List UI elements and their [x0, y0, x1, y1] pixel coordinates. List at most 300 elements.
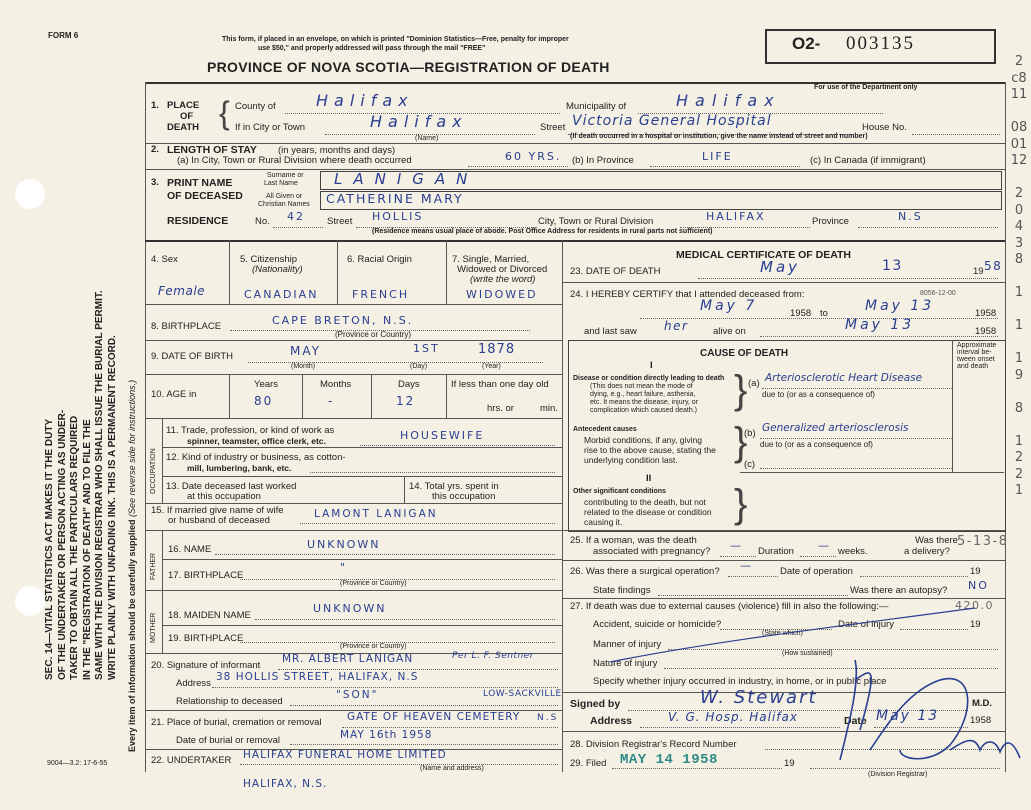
trade-line [360, 445, 555, 446]
residence-label: RESIDENCE [167, 215, 229, 227]
county-label: County of [235, 101, 276, 112]
alive-line [760, 336, 998, 337]
cause-b-label: (b) [744, 428, 756, 439]
accident-label: Accident, suicide or homicide? [593, 619, 722, 630]
print-code: 9004—3.2: 17-6-55 [47, 760, 108, 767]
q27-label: 27. If death was due to external causes (violence) fill in also the following:— [570, 601, 889, 612]
cause-title: CAUSE OF DEATH [700, 348, 789, 359]
q25-line [720, 556, 756, 557]
stay-a-line [468, 166, 568, 167]
other-label-2: contributing to the death, but not [584, 497, 706, 507]
department-use-note: For use of the Department only [814, 84, 918, 91]
stay-label: LENGTH OF STAY [167, 144, 257, 156]
name-note: (Name) [415, 135, 439, 142]
right-code: c8 [1011, 70, 1027, 86]
sex-value: Female [158, 284, 206, 298]
stay-label-note: (in years, months and days) [278, 145, 396, 156]
cause-c-line [760, 468, 952, 469]
residence-city-label: City, Town or Rural Division [538, 216, 654, 227]
mail-notice-2: use $50," and properly addressed will pass through the mail "FREE" [258, 45, 486, 52]
q26-line [728, 576, 778, 577]
informant-sig: MR. ALBERT LANIGAN [282, 653, 414, 665]
mother-name: UNKNOWN [313, 602, 387, 615]
father-birthplace: " [340, 561, 348, 574]
attended-from: May 7 [700, 298, 758, 314]
sig-date-year: 1958 [970, 715, 992, 726]
right-code: 1 [1014, 318, 1024, 333]
residence-province-label: Province [812, 216, 849, 227]
undertaker-address: HALIFAX, N.S. [243, 778, 328, 790]
right-code: 01 [1010, 136, 1028, 152]
dod-year: 58 [984, 259, 1003, 273]
days-label: Days [398, 379, 420, 390]
q25-label-1: 25. If a woman, was the death [570, 535, 697, 546]
surname-label-2: Last Name [264, 180, 298, 187]
op-date-line [860, 576, 968, 577]
of-deceased-label: OF DECEASED [167, 190, 243, 202]
cause-a-value: Arteriosclerotic Heart Disease [765, 372, 923, 384]
marital-label-2: Widowed or Divorced [457, 264, 548, 275]
age-col-2 [302, 374, 303, 418]
immediate-label-5: complication which caused death.) [590, 407, 698, 414]
q25-value: — [730, 539, 743, 552]
rule-3 [145, 240, 1005, 242]
other-label-3: related to the disease or condition [584, 507, 712, 517]
county-value: Halifax [316, 91, 414, 110]
right-code: 2 [1014, 450, 1024, 465]
year-note: (Year) [482, 363, 501, 370]
duration-label: Duration [758, 546, 794, 557]
right-code: 08 [1010, 120, 1028, 135]
surname-value: LANIGAN [334, 170, 479, 188]
stay-c-label: (c) In Canada (if immigrant) [810, 155, 926, 166]
dod-line [698, 278, 998, 279]
hospital-note: (If death occurred in a hospital or institution, give the name instead of street and number) [570, 133, 868, 140]
mail-notice-1: This form, if placed in an envelope, on which is printed "Dominion Statistics—Free, penalty for improper [222, 36, 569, 43]
op-date-prefix: 19 [970, 566, 981, 577]
med-rule-4 [562, 598, 1005, 599]
burial-date-line [290, 744, 558, 745]
trade-value: HOUSEWIFE [400, 429, 485, 442]
place-label: PLACE [167, 100, 200, 111]
father-birthplace-label: 17. BIRTHPLACE [168, 570, 244, 581]
rule-13 [145, 590, 562, 591]
right-code [1008, 269, 1030, 286]
occupation-col [162, 418, 163, 503]
sig-date-value: May 13 [876, 708, 940, 724]
dob-day: 1ST [413, 342, 440, 355]
alive-on-value: May 13 [845, 317, 915, 333]
instruction-note: Every item of information should be carefully supplied (See reverse side for instructions.) [127, 379, 137, 752]
relationship-line [290, 705, 558, 706]
relationship-extra: LOW-SACKVILLE [483, 689, 562, 699]
residence-note: (Residence means usual place of abode. Post Office Address for residents in rural parts not sufficient) [372, 228, 713, 235]
q25-note: 5-13-8 [957, 534, 1009, 549]
total-years-label-2: this occupation [432, 491, 496, 502]
residence-no: 42 [287, 210, 305, 223]
immediate-label-1: Disease or condition directly leading to death [573, 375, 725, 382]
spouse-label-1: 15. If married give name of wife [151, 505, 284, 516]
birthplace-label: 8. BIRTHPLACE [151, 321, 222, 332]
undertaker-note: (Name and address) [420, 765, 484, 772]
residence-city: HALIFAX [706, 210, 766, 223]
last-worked-label-2: at this occupation [187, 491, 261, 502]
years-label: Years [254, 379, 278, 390]
last-saw-value: her [664, 319, 689, 333]
burial-date-label: Date of burial or removal [176, 735, 281, 746]
right-code: 8 [1014, 400, 1024, 416]
residence-no-line [273, 227, 323, 228]
father-name: UNKNOWN [307, 538, 381, 551]
age-years: 80 [254, 394, 274, 408]
cause-c-label: (c) [744, 459, 756, 470]
right-code: 0 [1014, 202, 1024, 218]
how-sustained-note: (How sustained) [782, 650, 833, 657]
form-top-rule [145, 82, 1005, 84]
informant-address: 38 HOLLIS STREET, HALIFAX, N.S [216, 671, 419, 683]
alive-year: 1958 [975, 326, 997, 337]
informant-address-label: Address [176, 678, 211, 689]
residence-province: N.S [898, 210, 923, 223]
day-note: (Day) [410, 363, 428, 370]
rule-11 [145, 530, 562, 531]
undertaker-line [240, 764, 558, 765]
manner-label: Manner of injury [593, 639, 662, 650]
specify-label: Specify whether injury occurred in industry, in home, or in public place [593, 676, 887, 687]
burial-place-line [342, 727, 558, 728]
birthplace-note: (Province or Country) [335, 330, 412, 339]
med-rule-1 [562, 282, 1005, 283]
mother-birthplace-label: 19. BIRTHPLACE [168, 633, 244, 644]
antecedent-label-2: Morbid conditions, if any, giving [584, 435, 702, 445]
interval-note-3: tween onset [957, 356, 995, 363]
racial-value: FRENCH [352, 288, 410, 301]
brace-4: } [734, 482, 748, 526]
given-label-2: Christian Names [258, 201, 310, 208]
father-name-line [215, 554, 555, 555]
right-code: 2 [1014, 54, 1024, 69]
antecedent-label-1: Antecedent causes [573, 426, 637, 433]
alive-label: alive on [713, 326, 746, 337]
cause-a-note: due to (or as a consequence of) [762, 390, 875, 399]
industry-label-1: 12. Kind of industry or business, as cotton- [166, 452, 346, 463]
age-label: 10. AGE in [151, 389, 197, 400]
right-code: 3 [1014, 235, 1024, 251]
house-label: House No. [862, 122, 907, 133]
sig-address-value: V. G. Hosp. Halifax [668, 710, 798, 724]
right-code [1008, 384, 1030, 401]
industry-label-2: mill, lumbering, bank, etc. [187, 463, 292, 473]
medical-title: MEDICAL CERTIFICATE OF DEATH [676, 249, 851, 261]
burial-place: GATE OF HEAVEN CEMETERY [347, 711, 521, 723]
delivery-label-1: Was there [915, 535, 958, 546]
city-value: Halifax [370, 112, 468, 131]
death-label: DEATH [167, 122, 200, 133]
occupation-split [404, 476, 405, 503]
col-rule-5 [337, 240, 338, 304]
md-label: M.D. [972, 698, 993, 709]
house-line [912, 134, 1000, 135]
right-code: 1 [1014, 483, 1024, 498]
marital-label-3: (write the word) [470, 274, 536, 285]
interval-note-4: and death [957, 363, 989, 370]
right-code [1008, 104, 1030, 121]
to-label: to [820, 308, 828, 319]
vital-statistics-notice: SEC. 14—VITAL STATISTICS ACT MAKES IT THE DUTY OF THE UNDERTAKER OR PERSON ACTING AS UNDER- TAKER TO OBTAIN ALL THE PARTICULARS REQUIRED IN THE "REGISTRATION OF DEATH" AND TO FILE THE SAME WITH THE DIVISION REGISTRAR WHO SHALL ISSUE THE BURIAL PERMIT. WRITE PLAINLY WITH UNFADING INK. THIS IS A PERMANENT RECORD. [44, 290, 118, 680]
antecedent-label-4: underlying condition last. [584, 455, 678, 465]
surname-label-1: Surname or [267, 172, 304, 179]
immediate-label-3: dying, e.g., heart failure, asthenia, [590, 391, 696, 398]
spouse-line [300, 523, 555, 524]
trade-label-2: spinner, teamster, office clerk, etc. [187, 436, 326, 446]
father-col [162, 530, 163, 590]
part-1: I [650, 360, 653, 371]
right-codes [1008, 54, 1030, 500]
punch-hole-top [15, 179, 45, 209]
age-col-4 [446, 374, 447, 418]
cause-a-label: (a) [748, 378, 760, 389]
brace-1: { [219, 95, 230, 131]
q27-note: 420.0 [955, 599, 994, 612]
informant-sig-line [278, 669, 558, 670]
other-label-4: causing it. [584, 517, 623, 527]
stay-b-line [650, 166, 800, 167]
residence-street-label: Street [327, 216, 353, 227]
col-rule-4 [229, 240, 230, 304]
rule-14 [162, 625, 562, 626]
undertaker-label: 22. UNDERTAKER [151, 755, 232, 766]
min-label: min. [540, 403, 558, 414]
punch-hole-bottom [15, 586, 45, 616]
attended-from-year: 1958 [790, 308, 812, 319]
mother-note: (Province or Country) [340, 643, 407, 650]
form-title: PROVINCE OF NOVA SCOTIA—REGISTRATION OF DEATH [207, 59, 610, 75]
municipality-label: Municipality of [566, 101, 627, 112]
age-days: 12 [396, 394, 416, 408]
duration-value: — [818, 539, 831, 552]
last-worked-label-1: 13. Date deceased last worked [166, 481, 297, 492]
right-code [1008, 335, 1030, 352]
right-code: 12 [1010, 153, 1028, 168]
registration-prefix: O2- [792, 34, 821, 53]
attended-to: May 13 [865, 298, 935, 314]
informant-sig-label: 20. Signature of informant [151, 660, 261, 671]
part-2: II [646, 473, 652, 484]
sex-label: 4. Sex [151, 254, 178, 265]
spouse-value: LAMONT LANIGAN [314, 508, 438, 520]
last-saw-label: and last saw [584, 326, 637, 337]
med-rule-2 [562, 530, 1005, 531]
interval-note-1: Approximate [957, 342, 997, 349]
stay-b-label: (b) In Province [572, 155, 634, 166]
rule-12 [162, 559, 562, 560]
rule-9 [162, 476, 562, 477]
months-label: Months [320, 379, 352, 390]
informant-address-line [212, 687, 558, 688]
q26-label: 26. Was there a surgical operation? [570, 566, 720, 577]
attended-line [640, 318, 998, 319]
total-years-label-1: 14. Total yrs. spent in [409, 481, 499, 492]
relationship-label: Relationship to deceased [176, 696, 283, 707]
pen-stroke [600, 600, 980, 670]
month-note: (Month) [291, 363, 316, 370]
right-code [1008, 302, 1030, 319]
registrar-note: (Division Registrar) [868, 771, 928, 778]
residence-street: HOLLIS [372, 210, 424, 223]
mother-col [162, 590, 163, 653]
father-name-label: 16. NAME [168, 544, 212, 555]
autopsy-value: NO [968, 579, 989, 592]
dod-label: 23. DATE OF DEATH [570, 266, 661, 277]
street-value: Victoria General Hospital [572, 113, 772, 129]
col-rule-6 [446, 240, 447, 304]
place-of-death-num: 1. [151, 100, 159, 111]
stay-a-value: 60 YRS. [505, 150, 562, 163]
right-code [1008, 417, 1030, 434]
stay-b-value: LIFE [702, 150, 733, 163]
right-code: 1 [1014, 285, 1024, 300]
right-code: 11 [1010, 87, 1028, 102]
given-label-1: All Given or [266, 193, 303, 200]
cause-a-line [762, 388, 952, 389]
trade-label-1: 11. Trade, profession, or kind of work as [166, 425, 335, 436]
dob-month: MAY [290, 344, 321, 358]
right-note: 8056-12-00 [920, 290, 956, 297]
rule-5 [145, 340, 562, 341]
cause-b-line [760, 438, 952, 439]
cause-interval-col [952, 340, 953, 472]
relationship-value: "SON" [336, 689, 379, 701]
op-date-label: Date of operation [780, 566, 853, 577]
right-code: 8 [1014, 252, 1024, 267]
weeks-label: weeks. [838, 546, 868, 557]
right-code [1008, 170, 1030, 187]
right-code: 1 [1014, 351, 1024, 366]
stay-num: 2. [151, 144, 159, 155]
given-value: CATHERINE MARY [326, 191, 464, 206]
marital-value: WIDOWED [466, 288, 538, 301]
mother-name-label: 18. MAIDEN NAME [168, 610, 251, 621]
filed-stamp: MAY 14 1958 [620, 752, 718, 768]
racial-label: 6. Racial Origin [347, 254, 412, 265]
undertaker-name: HALIFAX FUNERAL HOME LIMITED [243, 749, 447, 761]
cause-interval-rule [740, 472, 1004, 473]
industry-line [310, 472, 555, 473]
dob-label: 9. DATE OF BIRTH [151, 351, 233, 362]
cause-b-value: Generalized arteriosclerosis [762, 422, 909, 434]
print-name-label: PRINT NAME [167, 177, 233, 189]
city-label: If in City or Town [235, 122, 306, 133]
state-findings-label: State findings [593, 585, 651, 596]
duration-line [800, 556, 836, 557]
of-label: OF [180, 111, 194, 122]
form-left-rule [145, 82, 146, 772]
antecedent-label-3: rise to the above cause, stating the [584, 445, 716, 455]
delivery-label-2: a delivery? [904, 546, 950, 557]
right-code: 4 [1014, 219, 1024, 234]
hrs-label: hrs. or [487, 403, 514, 414]
sig-address-label: Address [590, 715, 633, 727]
nature-label: Nature of injury [593, 658, 658, 669]
marital-label-1: 7. Single, Married, [452, 254, 530, 265]
father-side-label: FATHER [150, 552, 157, 580]
age-col-3 [371, 374, 372, 418]
sig-date-label: Date [844, 715, 867, 727]
rule-10 [145, 503, 562, 504]
occupation-side-label: OCCUPATION [150, 448, 157, 494]
stay-a-label: (a) In City, Town or Rural Division where death occurred [177, 155, 412, 166]
under-day-label: If less than one day old [451, 379, 549, 390]
burial-place-extra: N.S [537, 713, 559, 723]
autopsy-label: Was there an autopsy? [850, 585, 948, 596]
age-months: - [328, 394, 335, 408]
residence-province-line [858, 227, 998, 228]
right-code: 2 [1014, 186, 1024, 201]
citizenship-label-2: (Nationality) [252, 264, 303, 275]
informant-sig-extra: Per L. F. Sentner [452, 651, 534, 661]
form-number: FORM 6 [48, 31, 79, 40]
signed-value: W. Stewart [700, 687, 818, 708]
burial-place-label: 21. Place of burial, cremation or removal [151, 717, 322, 728]
state-findings-line [658, 595, 848, 596]
mother-name-line [255, 619, 555, 620]
med-rule-3 [562, 560, 1005, 561]
date-injury-prefix: 19 [970, 619, 981, 630]
name-num: 3. [151, 177, 159, 188]
rule-2 [145, 169, 1005, 170]
interval-note-2: interval be- [957, 349, 992, 356]
q26-value: — [740, 559, 753, 572]
street-label: Street [540, 122, 566, 133]
father-note: (Province or Country) [340, 580, 407, 587]
right-code: 9 [1014, 367, 1024, 383]
attended-to-year: 1958 [975, 308, 997, 319]
filed-prefix: 19 [784, 758, 795, 769]
age-col-1 [229, 374, 230, 418]
brace-2: } [734, 368, 748, 412]
dod-year-prefix: 19 [973, 266, 984, 277]
rule-7 [145, 418, 562, 419]
mother-side-label: MOTHER [150, 612, 157, 643]
right-code: 1 [1014, 433, 1024, 449]
citizenship-value: CANADIAN [244, 288, 319, 301]
q25-label-2: associated with pregnancy? [593, 546, 711, 557]
birthplace-value: CAPE BRETON, N.S. [272, 314, 414, 327]
dod-month: May [760, 258, 801, 276]
signed-label: Signed by [570, 698, 621, 710]
rule-8 [162, 447, 562, 448]
municipality-value: Halifax [676, 91, 781, 110]
dod-day: 13 [882, 258, 903, 274]
other-label-1: Other significant conditions [573, 488, 666, 495]
rule-4 [145, 304, 562, 305]
citizenship-label-1: 5. Citizenship [240, 254, 298, 265]
residence-no-label: No. [255, 216, 270, 227]
state-which-note: (State which) [762, 630, 803, 637]
dob-year: 1878 [478, 342, 516, 357]
brace-3: } [734, 420, 748, 464]
rule-6 [145, 374, 562, 375]
filed-line [612, 768, 782, 769]
q29-label: 29. Filed [570, 758, 607, 769]
registration-number: 003135 [846, 33, 915, 54]
immediate-label-4: etc. It means the disease, injury, or [590, 399, 699, 406]
cause-b-note: due to (or as a consequence of) [760, 440, 873, 449]
date-injury-label: Date of injury [838, 619, 894, 630]
immediate-label-2: (This does not mean the mode of [590, 383, 693, 390]
rule-1 [145, 143, 1005, 144]
certify-label: 24. I HEREBY CERTIFY that I attended deceased from: [570, 289, 805, 300]
